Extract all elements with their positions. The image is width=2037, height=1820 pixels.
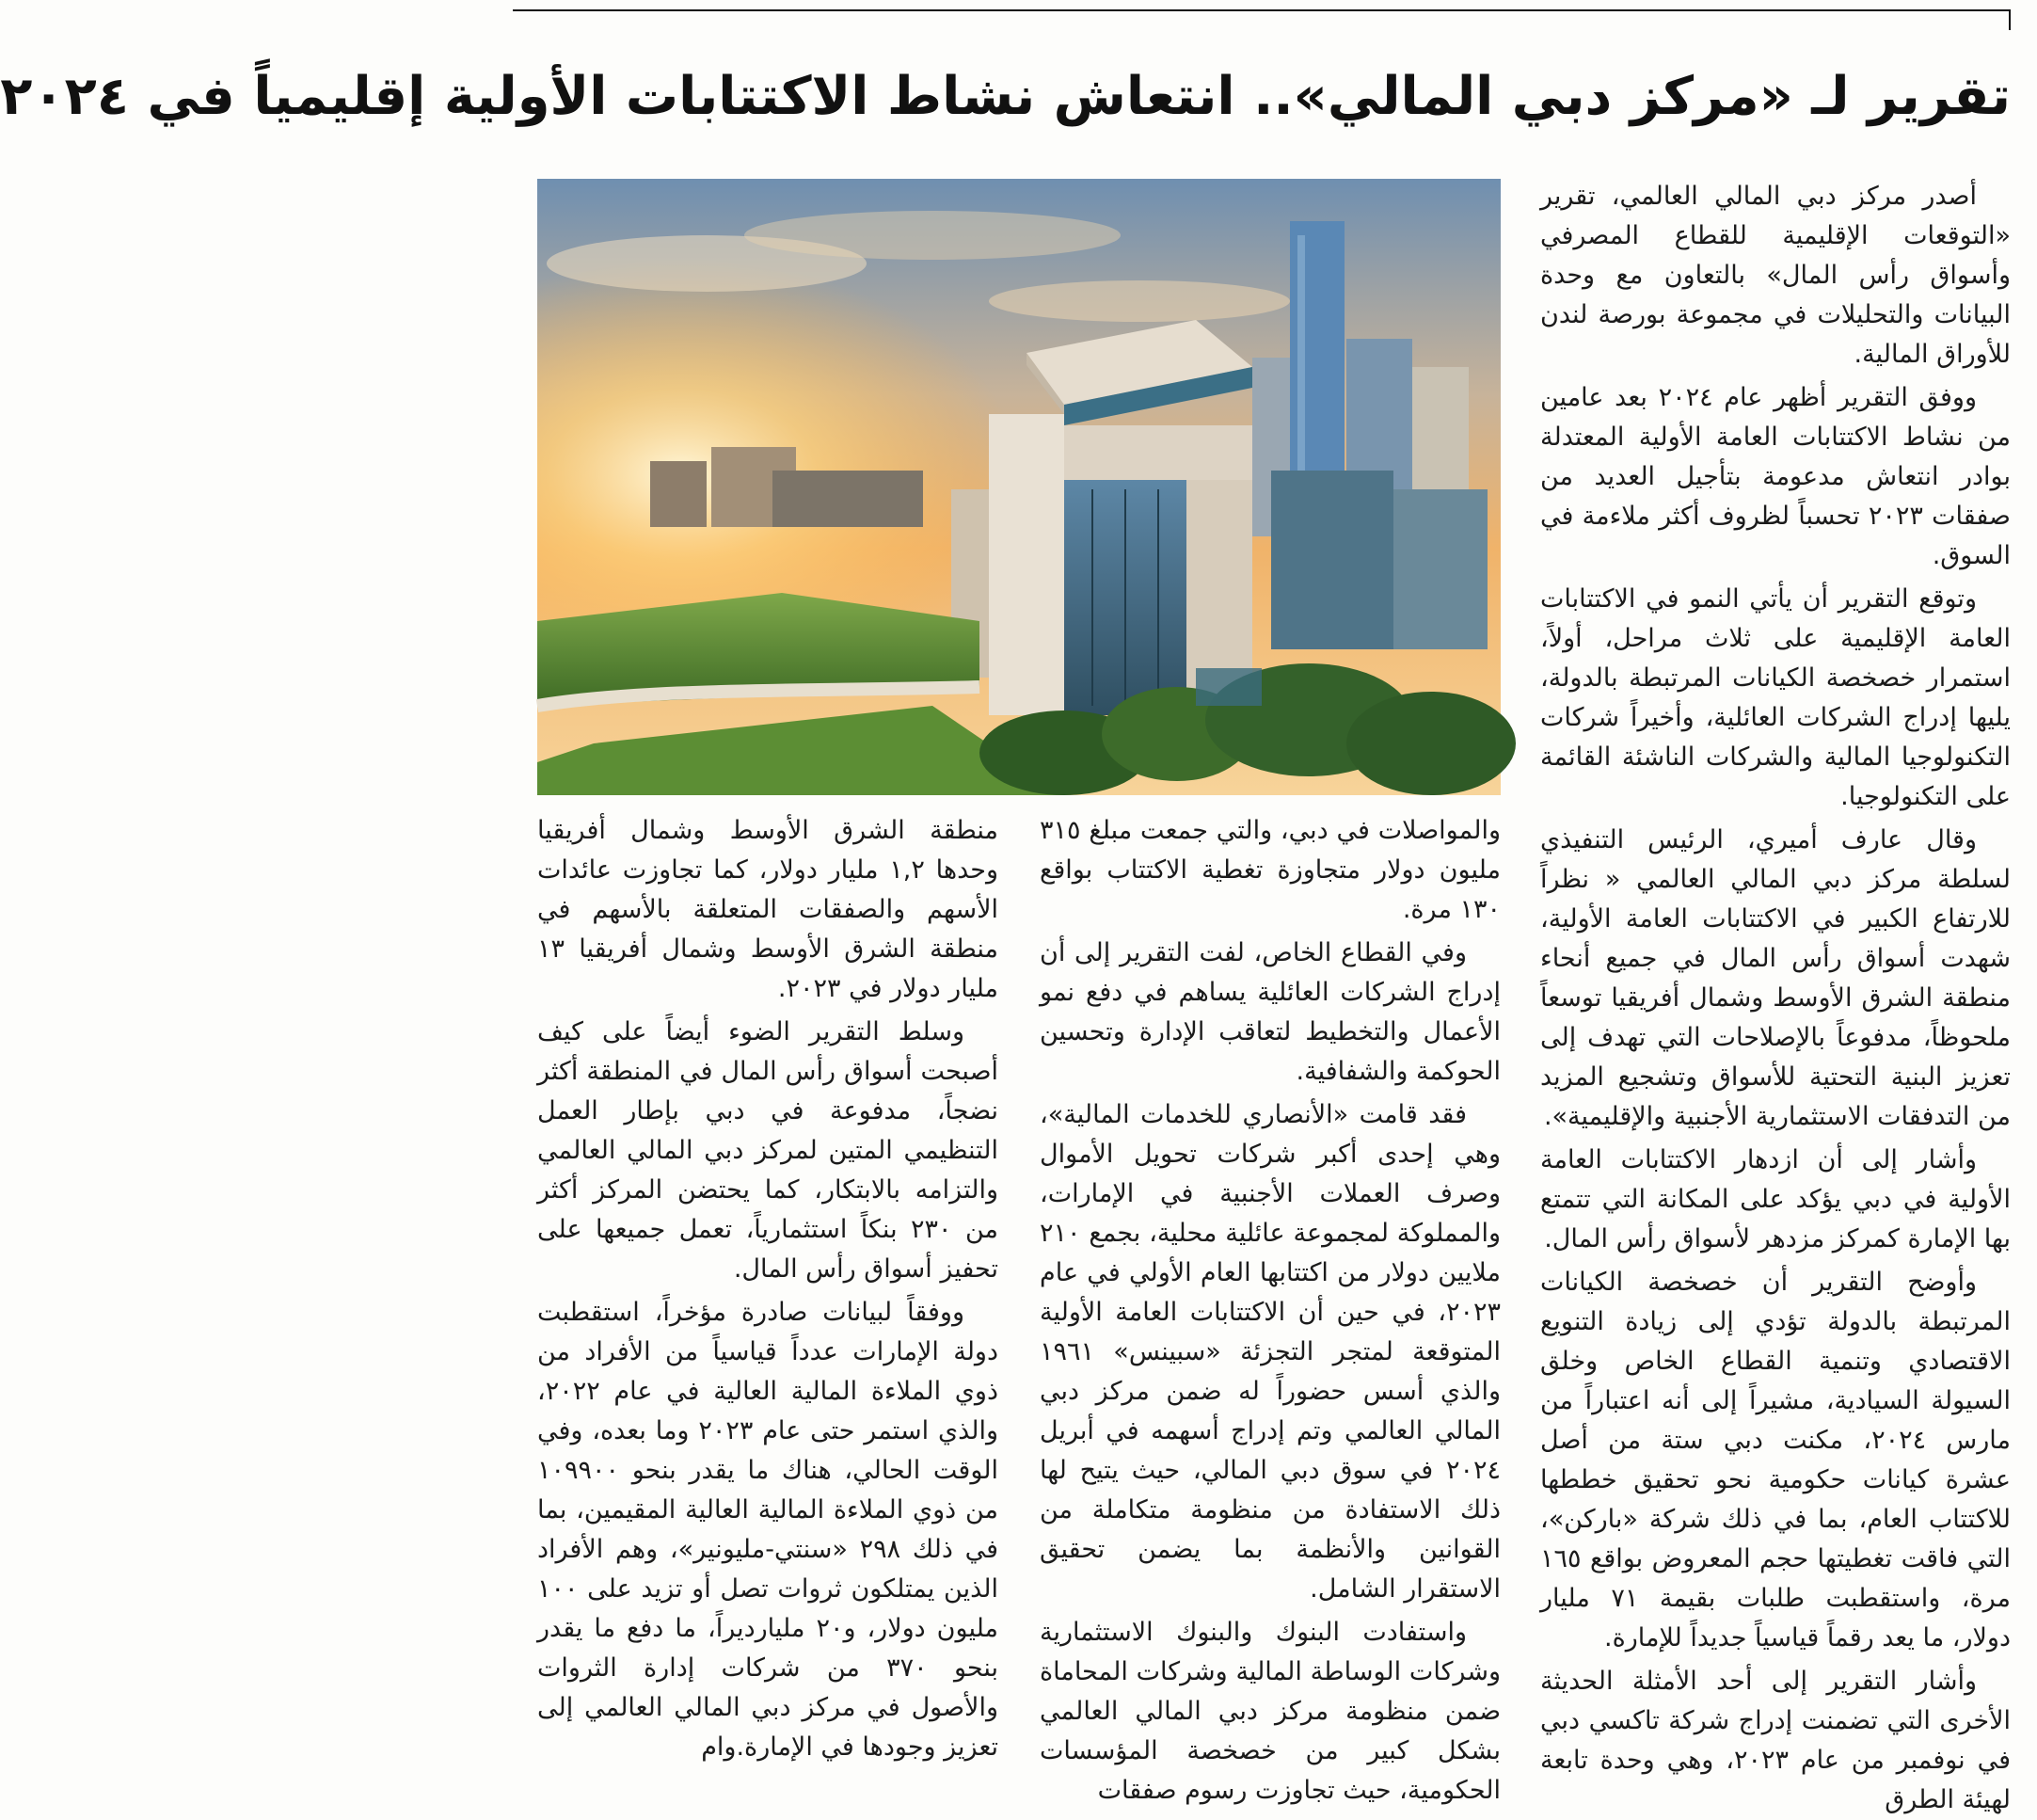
article-column-2: [1040, 811, 1501, 1805]
paragraph: وسلط التقرير الضوء أيضاً على كيف أصبحت أسواق رأس المال في المنطقة أكثر نضجاً، مدفوعة في دبي بإطار العمل التنظيمي المتين لمركز دبي المالي العالمي والتزامه بالابتكار، كما يحتضن المركز أكثر من ٢٣٠ بنكاً استثمارياً، تعمل جميعها على تحفيز أسواق رأس المال.: [537, 1017, 998, 1284]
paragraph: والمواصلات في دبي، والتي جمعت مبلغ ٣١٥ مليون دولار متجاوزة تغطية الاكتتاب بواقع ١٣٠ مرة.: [1040, 816, 1501, 924]
paragraph: وأوضح التقرير أن خصخصة الكيانات المرتبطة بالدولة تؤدي إلى زيادة التنويع الاقتصادي وتنمية القطاع الخاص وخلق السيولة السيادية، مشيراً إلى أنه اعتباراً من مارس ٢٠٢٤، مكنت دبي ستة من أصل عشرة كيانات حكومية نحو تحقيق خططها للاكتتاب العام، بما في ذلك شركة «باركن»، التي فاقت تغطيتها حجم المعروض بواقع ١٦٥ مرة، واستقطبت طلبات بقيمة ٧١ مليار دولار، ما يعد رقماً قياسياً جديداً للإمارة.: [1540, 1268, 2011, 1652]
paragraph: ووفق التقرير أظهر عام ٢٠٢٤ بعد عامين من نشاط الاكتتابات العامة الأولية المعتدلة بوادر انتعاش مدعومة بتأجيل العديد من صفقات ٢٠٢٣ تحسباً لظروف أكثر ملاءمة في السوق.: [1540, 383, 2011, 570]
paragraph: واستفادت البنوك والبنوك الاستثمارية وشركات الوساطة المالية وشركات المحاماة ضمن منظومة مركز دبي المالي العالمي بشكل كبير من خصخصة المؤسسات الحكومية، حيث تجاوزت رسوم صفقات: [1040, 1618, 1501, 1805]
article-headline: تقرير لـ «مركز دبي المالي».. انتعاش نشاط الاكتتابات الأولية إقليمياً في ٢٠٢٤: [0, 66, 2011, 127]
paragraph: وفي القطاع الخاص، لفت التقرير إلى أن إدراج الشركات العائلية يساهم في دفع نمو الأعمال والتخطيط لتعاقب الإدارة وتحسين الحوكمة والشفافية.: [1040, 938, 1501, 1086]
building-photo-icon: [537, 179, 1501, 795]
paragraph: فقد قامت «الأنصاري للخدمات المالية»، وهي إحدى أكبر شركات تحويل الأموال وصرف العملات الأجنبية في الإمارات، والمملوكة لمجموعة عائلية محلية، بجمع ٢١٠ ملايين دولار من اكتتابها العام الأولي في عام ٢٠٢٣، في حين أن الاكتتابات العامة الأولية المتوقعة لمتجر التجزئة «سبينس» ١٩٦١ والذي أسس حضوراً له ضمن مركز دبي المالي العالمي وتم إدراج أسهمه في أبريل ٢٠٢٤ في سوق دبي المالي، حيث يتيح لها ذلك الاستفادة من منظومة متكاملة من القوانين والأنظمة بما يضمن تحقيق الاستقرار الشامل.: [1040, 1100, 1501, 1604]
paragraph: أصدر مركز دبي المالي العالمي، تقرير «التوقعات الإقليمية للقطاع المصرفي وأسواق رأس المال» بالتعاون مع وحدة البيانات والتحليلات في مجموعة بورصة لندن للأوراق المالية.: [1540, 182, 2011, 369]
article-column-3: [537, 811, 998, 1771]
corner-rule: [2009, 9, 2011, 30]
paragraph: ووفقاً لبيانات صادرة مؤخراً، استقطبت دولة الإمارات عدداً قياسياً من الأفراد من ذوي الملاءة المالية العالية في عام ٢٠٢٢، والذي استمر حتى عام ٢٠٢٣ وما بعده، وفي الوقت الحالي، هناك ما يقدر بنحو ١٠٩٩٠٠ من ذوي الملاءة المالية العالية المقيمين، بما في ذلك ٢٩٨ «سنتي-مليونير»، وهم الأفراد الذين يمتلكون ثروات تصل أو تزيد على ١٠٠ مليون دولار، و٢٠ مليارديراً، ما دفع ما يقدر بنحو ٣٧٠ من شركات إدارة الثروات والأصول في مركز دبي المالي العالمي إلى تعزيز وجودها في الإمارة.وام: [537, 1298, 999, 1762]
paragraph: وأشار إلى أن ازدهار الاكتتابات العامة الأولية في دبي يؤكد على المكانة التي تتمتع بها الإمارة كمركز مزدهر لأسواق رأس المال.: [1540, 1145, 2011, 1253]
paragraph: وتوقع التقرير أن يأتي النمو في الاكتتابات العامة الإقليمية على ثلاث مراحل، أولاً، استمرار خصخصة الكيانات المرتبطة بالدولة، يليها إدراج الشركات العائلية، وأخيراً شركات التكنولوجيا المالية والشركات الناشئة القائمة على التكنولوجيا.: [1540, 584, 2011, 811]
top-rule: [513, 9, 2011, 11]
article-column-1: [1540, 177, 2011, 1814]
paragraph: وأشار التقرير إلى أحد الأمثلة الحديثة الأخرى التي تضمنت إدراج شركة تاكسي دبي في نوفمبر من عام ٢٠٢٣، وهي وحدة تابعة لهيئة الطرق: [1540, 1667, 2011, 1814]
paragraph: وقال عارف أميري، الرئيس التنفيذي لسلطة مركز دبي المالي العالمي « نظراً للارتفاع الكبير في الاكتتابات العامة الأولية، شهدت أسواق رأس المال في جميع أنحاء منطقة الشرق الأوسط وشمال أفريقيا توسعاً ملحوظاً، مدفوعاً بالإصلاحات التي تهدف إلى تعزيز البنية التحتية للأسواق وتشجيع المزيد من التدفقات الاستثمارية الأجنبية والإقليمية».: [1540, 825, 2011, 1131]
paragraph: منطقة الشرق الأوسط وشمال أفريقيا وحدها ١,٢ مليار دولار، كما تجاوزت عائدات الأسهم والصفقات المتعلقة بالأسهم في منطقة الشرق الأوسط وشمال أفريقيا ١٣ مليار دولار في ٢٠٢٣.: [537, 816, 998, 1003]
